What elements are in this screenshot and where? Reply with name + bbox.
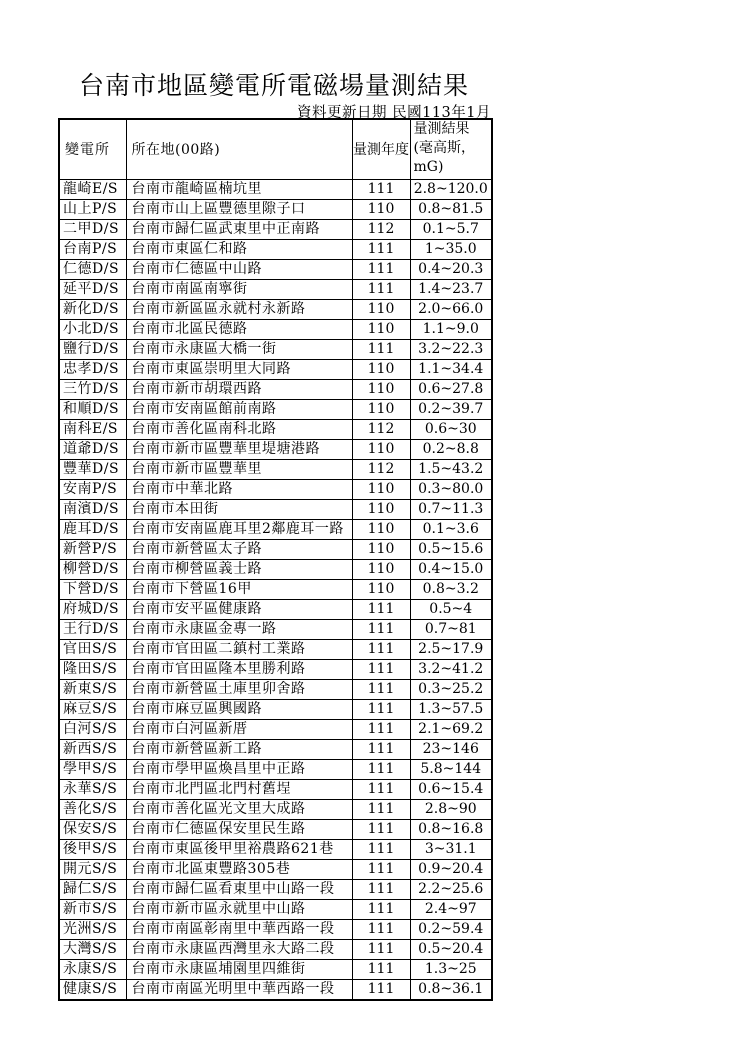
table-row: [59, 499, 492, 519]
year-cell: 111: [352, 879, 410, 899]
year-cell: 111: [352, 339, 410, 359]
result-cell: 1.3~57.5: [410, 699, 492, 719]
year-cell: 110: [352, 379, 410, 399]
substation-cell: 仁德D/S: [59, 259, 126, 279]
substation-cell: 大灣S/S: [59, 939, 126, 959]
result-cell: 1.1~34.4: [410, 359, 492, 379]
result-cell: 23~146: [410, 739, 492, 759]
page-title: 台南市地區變電所電磁場量測結果: [78, 71, 469, 100]
substation-cell: 安南P/S: [59, 479, 126, 499]
table-row: [59, 419, 492, 439]
table-row: [59, 399, 492, 419]
year-cell: 111: [352, 639, 410, 659]
table-row: [59, 819, 492, 839]
location-cell: 台南市本田街: [126, 499, 352, 519]
table-row: [59, 919, 492, 939]
location-cell: 台南市永康區埔園里四維街: [126, 959, 352, 979]
result-cell: 0.3~25.2: [410, 679, 492, 699]
year-cell: 111: [352, 979, 410, 1000]
location-cell: 台南市學甲區煥昌里中正路: [126, 759, 352, 779]
location-cell: 台南市北區民德路: [126, 319, 352, 339]
year-cell: 110: [352, 559, 410, 579]
location-cell: 台南市東區崇明里大同路: [126, 359, 352, 379]
substation-cell: 南濱D/S: [59, 499, 126, 519]
year-cell: 111: [352, 819, 410, 839]
table-row: [59, 979, 492, 1000]
table-row: [59, 679, 492, 699]
table-row: [59, 459, 492, 479]
location-cell: 台南市永康區大橋一街: [126, 339, 352, 359]
substation-cell: 王行D/S: [59, 619, 126, 639]
substation-cell: 隆田S/S: [59, 659, 126, 679]
year-cell: 112: [352, 419, 410, 439]
substation-cell: 新化D/S: [59, 299, 126, 319]
table-row: [59, 939, 492, 959]
result-cell: 0.9~20.4: [410, 859, 492, 879]
result-cell: 1~35.0: [410, 239, 492, 259]
location-cell: 台南市永康區西灣里永大路二段: [126, 939, 352, 959]
year-cell: 110: [352, 579, 410, 599]
location-cell: 台南市龍崎區楠坑里: [126, 179, 352, 199]
result-cell: 2.0~66.0: [410, 299, 492, 319]
result-cell: 0.7~11.3: [410, 499, 492, 519]
result-cell: 1.4~23.7: [410, 279, 492, 299]
substation-cell: 光洲S/S: [59, 919, 126, 939]
substation-cell: 開元S/S: [59, 859, 126, 879]
result-cell: 0.3~80.0: [410, 479, 492, 499]
substation-cell: 鹽行D/S: [59, 339, 126, 359]
result-cell: 0.1~3.6: [410, 519, 492, 539]
year-cell: 111: [352, 799, 410, 819]
table-row: [59, 599, 492, 619]
year-cell: 111: [352, 859, 410, 879]
location-cell: 台南市安南區館前南路: [126, 399, 352, 419]
col-header-result: [410, 119, 492, 179]
substation-cell: 和順D/S: [59, 399, 126, 419]
substation-cell: 柳營D/S: [59, 559, 126, 579]
substation-cell: 歸仁S/S: [59, 879, 126, 899]
location-cell: 台南市歸仁區武東里中正南路: [126, 219, 352, 239]
table-row: [59, 319, 492, 339]
result-cell: 1.1~9.0: [410, 319, 492, 339]
result-cell: 0.8~16.8: [410, 819, 492, 839]
location-cell: 台南市南區南寧街: [126, 279, 352, 299]
header-row: [59, 119, 492, 179]
location-cell: 台南市新市區豐華里: [126, 459, 352, 479]
location-cell: 台南市官田區隆本里勝利路: [126, 659, 352, 679]
location-cell: 台南市仁德區中山路: [126, 259, 352, 279]
year-cell: 111: [352, 919, 410, 939]
table-row: [59, 519, 492, 539]
location-cell: 台南市善化區南科北路: [126, 419, 352, 439]
location-cell: 台南市新營區土庫里卯舍路: [126, 679, 352, 699]
substation-cell: 忠孝D/S: [59, 359, 126, 379]
table-row: [59, 799, 492, 819]
result-cell: 2.5~17.9: [410, 639, 492, 659]
substation-cell: 永康S/S: [59, 959, 126, 979]
year-cell: 110: [352, 539, 410, 559]
year-cell: 110: [352, 499, 410, 519]
substation-cell: 善化S/S: [59, 799, 126, 819]
location-cell: 台南市官田區二鎮村工業路: [126, 639, 352, 659]
table-row: [59, 199, 492, 219]
result-cell: 0.5~20.4: [410, 939, 492, 959]
location-cell: 台南市新區區永就村永新路: [126, 299, 352, 319]
location-cell: 台南市中華北路: [126, 479, 352, 499]
substation-cell: 龍崎E/S: [59, 179, 126, 199]
substation-cell: 三竹D/S: [59, 379, 126, 399]
year-cell: 110: [352, 399, 410, 419]
table-row: [59, 239, 492, 259]
year-cell: 111: [352, 279, 410, 299]
year-cell: 112: [352, 459, 410, 479]
table-row: [59, 539, 492, 559]
location-cell: 台南市下營區16甲: [126, 579, 352, 599]
result-cell: 0.8~3.2: [410, 579, 492, 599]
result-cell: 0.4~15.0: [410, 559, 492, 579]
table-row: [59, 759, 492, 779]
result-cell: 2.8~120.0: [410, 179, 492, 199]
year-cell: 111: [352, 779, 410, 799]
location-cell: 台南市新營區太子路: [126, 539, 352, 559]
year-cell: 111: [352, 179, 410, 199]
table-row: [59, 579, 492, 599]
substation-cell: 新市S/S: [59, 899, 126, 919]
year-cell: 111: [352, 659, 410, 679]
result-cell: 3.2~41.2: [410, 659, 492, 679]
location-cell: 台南市北區東豐路305巷: [126, 859, 352, 879]
result-cell: 0.2~59.4: [410, 919, 492, 939]
year-cell: 110: [352, 199, 410, 219]
year-cell: 111: [352, 739, 410, 759]
year-cell: 110: [352, 439, 410, 459]
col-header-location: 所在地(00路): [126, 119, 352, 179]
result-cell: 0.6~30: [410, 419, 492, 439]
table-body: [59, 179, 492, 1000]
substation-cell: 學甲S/S: [59, 759, 126, 779]
substation-cell: 下營D/S: [59, 579, 126, 599]
year-cell: 110: [352, 519, 410, 539]
result-cell: 3~31.1: [410, 839, 492, 859]
location-cell: 台南市東區後甲里裕農路621巷: [126, 839, 352, 859]
location-cell: 台南市永康區金專一路: [126, 619, 352, 639]
location-cell: 台南市白河區新厝: [126, 719, 352, 739]
table-row: [59, 619, 492, 639]
table-row: [59, 299, 492, 319]
result-cell: 1.3~25: [410, 959, 492, 979]
table-row: [59, 219, 492, 239]
col-header-year: 量測年度: [352, 119, 410, 179]
measurement-table: [58, 118, 493, 1001]
table-row: [59, 899, 492, 919]
location-cell: 台南市仁德區保安里民生路: [126, 819, 352, 839]
table-row: [59, 339, 492, 359]
substation-cell: 府城D/S: [59, 599, 126, 619]
substation-cell: 白河S/S: [59, 719, 126, 739]
result-cell: 0.5~4: [410, 599, 492, 619]
substation-cell: 新營P/S: [59, 539, 126, 559]
year-cell: 111: [352, 259, 410, 279]
table-row: [59, 699, 492, 719]
result-cell: 0.7~81: [410, 619, 492, 639]
location-cell: 台南市南區彰南里中華西路一段: [126, 919, 352, 939]
location-cell: 台南市歸仁區看東里中山路一段: [126, 879, 352, 899]
substation-cell: 新西S/S: [59, 739, 126, 759]
location-cell: 台南市東區仁和路: [126, 239, 352, 259]
year-cell: 111: [352, 699, 410, 719]
table-row: [59, 179, 492, 199]
year-cell: 111: [352, 619, 410, 639]
table-row: [59, 479, 492, 499]
substation-cell: 保安S/S: [59, 819, 126, 839]
year-cell: 110: [352, 299, 410, 319]
result-cell: 0.5~15.6: [410, 539, 492, 559]
table-row: [59, 719, 492, 739]
year-cell: 110: [352, 359, 410, 379]
result-cell: 3.2~22.3: [410, 339, 492, 359]
year-cell: 111: [352, 759, 410, 779]
location-cell: 台南市新市區永就里中山路: [126, 899, 352, 919]
year-cell: 111: [352, 679, 410, 699]
result-header-line3: mG): [413, 159, 444, 175]
substation-cell: 延平D/S: [59, 279, 126, 299]
location-cell: 台南市新營區新工路: [126, 739, 352, 759]
location-cell: 台南市柳營區義士路: [126, 559, 352, 579]
table-row: [59, 279, 492, 299]
table-row: [59, 839, 492, 859]
location-cell: 台南市新市區豐華里堤塘港路: [126, 439, 352, 459]
result-cell: 0.4~20.3: [410, 259, 492, 279]
result-cell: 5.8~144: [410, 759, 492, 779]
table-row: [59, 879, 492, 899]
substation-cell: 鹿耳D/S: [59, 519, 126, 539]
result-header-line1: 量測結果: [413, 121, 470, 137]
substation-cell: 南科E/S: [59, 419, 126, 439]
col-header-substation: 變電所: [59, 119, 126, 179]
result-cell: 0.2~8.8: [410, 439, 492, 459]
table-row: [59, 359, 492, 379]
year-cell: 111: [352, 599, 410, 619]
substation-cell: 小北D/S: [59, 319, 126, 339]
year-cell: 112: [352, 219, 410, 239]
result-cell: 0.6~27.8: [410, 379, 492, 399]
substation-cell: 台南P/S: [59, 239, 126, 259]
result-cell: 0.8~81.5: [410, 199, 492, 219]
substation-cell: 官田S/S: [59, 639, 126, 659]
location-cell: 台南市善化區光文里大成路: [126, 799, 352, 819]
table-row: [59, 739, 492, 759]
substation-cell: 豐華D/S: [59, 459, 126, 479]
result-cell: 2.4~97: [410, 899, 492, 919]
result-cell: 2.2~25.6: [410, 879, 492, 899]
year-cell: 111: [352, 959, 410, 979]
year-cell: 111: [352, 719, 410, 739]
substation-cell: 二甲D/S: [59, 219, 126, 239]
location-cell: 台南市麻豆區興國路: [126, 699, 352, 719]
result-cell: 1.5~43.2: [410, 459, 492, 479]
table-row: [59, 859, 492, 879]
result-cell: 0.6~15.4: [410, 779, 492, 799]
location-cell: 台南市北門區北門村舊埕: [126, 779, 352, 799]
location-cell: 台南市山上區豐德里隙子口: [126, 199, 352, 219]
table-row: [59, 659, 492, 679]
location-cell: 台南市安南區鹿耳里2鄰鹿耳一路: [126, 519, 352, 539]
result-cell: 2.8~90: [410, 799, 492, 819]
table-row: [59, 639, 492, 659]
year-cell: 111: [352, 939, 410, 959]
substation-cell: 永華S/S: [59, 779, 126, 799]
location-cell: 台南市新市胡環西路: [126, 379, 352, 399]
result-cell: 0.8~36.1: [410, 979, 492, 1000]
table-row: [59, 959, 492, 979]
substation-cell: 健康S/S: [59, 979, 126, 1000]
year-cell: 111: [352, 899, 410, 919]
location-cell: 台南市南區光明里中華西路一段: [126, 979, 352, 1000]
substation-cell: 道爺D/S: [59, 439, 126, 459]
table-row: [59, 439, 492, 459]
result-cell: 2.1~69.2: [410, 719, 492, 739]
update-date-note: 資料更新日期 民國113年1月: [296, 105, 491, 121]
year-cell: 110: [352, 319, 410, 339]
location-cell: 台南市安平區健康路: [126, 599, 352, 619]
table-row: [59, 379, 492, 399]
result-cell: 0.1~5.7: [410, 219, 492, 239]
result-cell: 0.2~39.7: [410, 399, 492, 419]
table-row: [59, 259, 492, 279]
result-header-line2: (毫高斯，: [413, 140, 475, 156]
substation-cell: 山上P/S: [59, 199, 126, 219]
year-cell: 111: [352, 239, 410, 259]
table-row: [59, 779, 492, 799]
year-cell: 110: [352, 479, 410, 499]
year-cell: 111: [352, 839, 410, 859]
substation-cell: 後甲S/S: [59, 839, 126, 859]
substation-cell: 新東S/S: [59, 679, 126, 699]
table-row: [59, 559, 492, 579]
substation-cell: 麻豆S/S: [59, 699, 126, 719]
